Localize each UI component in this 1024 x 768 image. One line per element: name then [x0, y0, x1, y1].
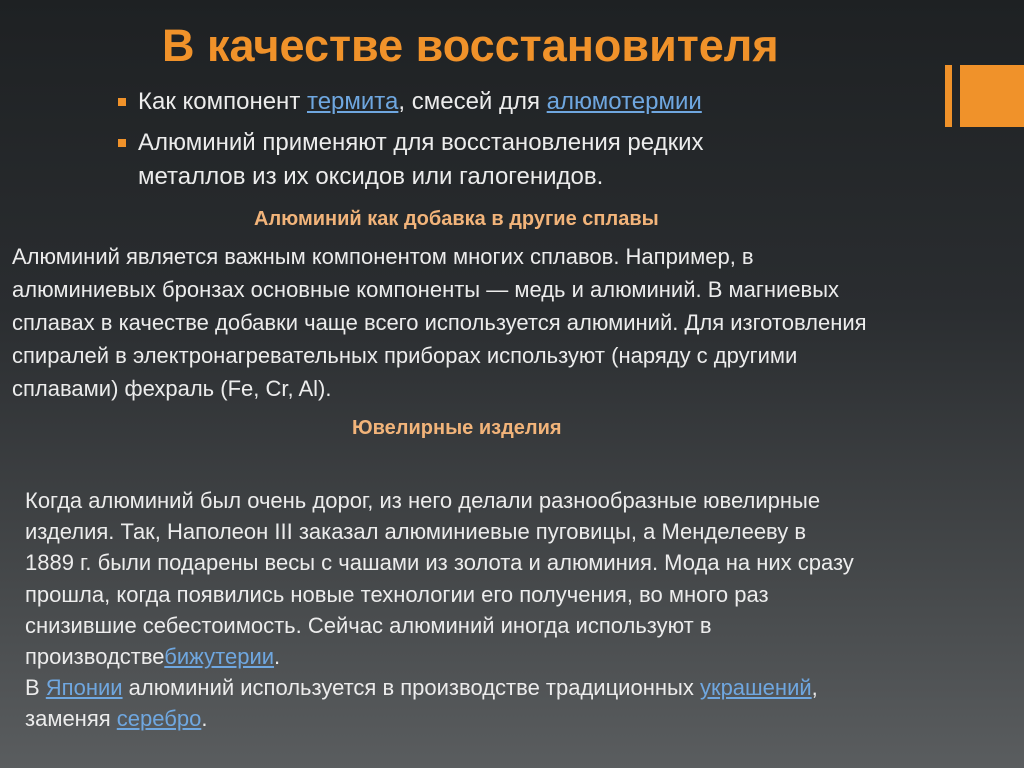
paragraph-line: сплавах в качестве добавки чаще всего используется алюминий. Для изготовления — [12, 310, 867, 335]
paragraph-line — [25, 641, 1010, 672]
paragraph-alloys — [12, 240, 1012, 405]
bullet-square-icon — [118, 139, 126, 147]
subheading-alloys: Алюминий как добавка в другие сплавы — [254, 208, 659, 230]
link-japan[interactable]: Японии — [45, 675, 123, 701]
paragraph-text: . — [201, 706, 208, 732]
paragraph-line: Когда алюминий был очень дорог, из него делали разнообразные ювелирные — [25, 488, 821, 513]
paragraph-text: , — [811, 675, 818, 701]
subheading-jewelry: Ювелирные изделия — [352, 417, 562, 439]
paragraph-text: заменяя — [25, 706, 117, 732]
decorative-bar-thin — [945, 65, 952, 127]
bullet-item-thermite — [118, 85, 838, 119]
paragraph-line: сплавами) фехраль (Fe, Cr, Al). — [12, 376, 332, 401]
paragraph-line — [25, 703, 1010, 734]
link-costume-jewelry[interactable]: бижутерии — [164, 644, 275, 670]
decorative-bar-thick — [960, 65, 1024, 127]
bullet-item-reduction — [118, 126, 838, 194]
paragraph-text: В — [25, 675, 46, 701]
bullet-square-icon — [118, 98, 126, 106]
bullet-text: , смесей для — [398, 88, 547, 115]
bullet-list — [118, 85, 838, 201]
link-silver[interactable]: серебро — [116, 706, 202, 732]
paragraph-line: Алюминий является важным компонентом многих сплавов. Например, в — [12, 244, 754, 269]
paragraph-line: изделия. Так, Наполеон III заказал алюминиевые пуговицы, а Менделееву в — [25, 519, 807, 545]
bullet-text-line: Алюминий применяют для восстановления редких — [138, 129, 704, 156]
paragraph-line — [25, 672, 1010, 703]
paragraph-line: алюминиевых бронзах основные компоненты — медь и алюминий. В магниевых — [12, 277, 840, 302]
link-ornaments[interactable]: украшений — [699, 675, 812, 701]
paragraph-line: снизившие себестоимость. Сейчас алюминий иногда используют в — [25, 612, 712, 638]
paragraph-line: прошла, когда появились новые технологии его получения, во много раз — [25, 581, 769, 607]
slide-title: В качестве восстановителя — [162, 20, 779, 71]
paragraph-line: 1889 г. были подарены весы с чашами из золота и алюминия. Мода на них сразу — [25, 550, 854, 576]
paragraph-line: спиралей в электронагревательных приборах используют (наряду с другими — [12, 343, 798, 368]
paragraph-text: производстве — [25, 644, 165, 670]
bullet-text-line: металлов из их оксидов или галогенидов. — [138, 163, 604, 190]
link-thermite[interactable]: термита — [306, 88, 399, 115]
link-aluminothermy[interactable]: алюмотермии — [546, 88, 702, 115]
paragraph-text: алюминий используется в производстве традиционных — [122, 675, 700, 701]
paragraph-text: . — [274, 644, 281, 670]
bullet-text: Как компонент — [138, 88, 307, 115]
paragraph-jewelry — [25, 485, 1010, 735]
